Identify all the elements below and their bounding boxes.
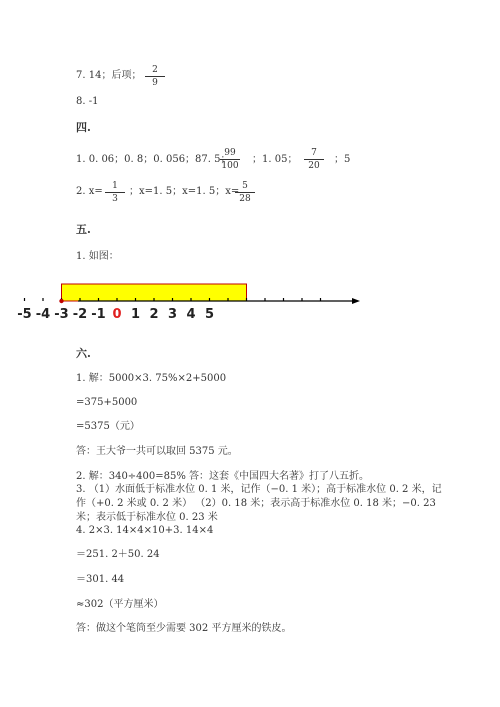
number-line-label: 4: [186, 307, 196, 322]
number-line-label: 1: [130, 307, 141, 322]
number-line-label: -3: [54, 307, 69, 322]
section4-answer-1-part-a: 1. 0. 06；0. 8；0. 056；87. 5；: [76, 154, 231, 165]
number-line-arrow: [352, 298, 360, 304]
section6-line-5: 2. 解：340÷400=85% 答：这套《中国四大名著》打了八五折。: [76, 471, 370, 482]
fraction-1-3: 1 3: [103, 181, 127, 204]
section4-answer-2-part-b: ；x=1. 5；x=1. 5；x=: [129, 186, 240, 197]
section6-line-10: ＝251. 2＋50. 24: [76, 549, 160, 560]
number-line-label: 5: [204, 307, 215, 322]
number-line-label: -2: [72, 307, 88, 322]
answer-7: 7. 14；后项；: [76, 70, 142, 81]
section4-answer-2-part-a: 2. x=: [76, 186, 103, 197]
number-line-label: -1: [91, 307, 106, 322]
fraction-5-28: 5 28: [233, 181, 257, 204]
section6-line-12: ≈302（平方厘米）: [76, 599, 164, 610]
section-heading-5: 五.: [76, 223, 91, 236]
number-line-label: 0: [112, 307, 122, 322]
section4-answer-1-part-b: ；1. 05；: [252, 154, 298, 165]
section6-line-4: 答：王大爷一共可以取回 5375 元。: [76, 446, 238, 457]
section6-line-7: 作（+0. 2 米或 0. 2 米） （2）0. 18 米；表示高于标准水位 0. 18 米；−0. 23: [76, 498, 436, 509]
section5-answer-1: 1. 如图：: [76, 251, 119, 262]
section6-line-6: 3. （1）水面低于标准水位 0. 1 米，记作（−0. 1 米）；高于标准水位 0. 2 米，记: [76, 484, 442, 495]
fraction-2-9: 2 9: [143, 65, 167, 88]
number-line-label: -4: [35, 307, 51, 322]
section6-line-8: 米；表示低于标准水位 0. 23 米: [76, 512, 218, 523]
section6-line-3: =5375（元）: [76, 421, 140, 432]
number-line-figure: [17, 278, 370, 326]
number-line-start-point: [59, 299, 63, 303]
answer-8: 8. -1: [76, 96, 99, 107]
section4-answer-1-part-c: ；5: [334, 154, 351, 165]
section6-line-11: ＝301. 44: [76, 574, 125, 585]
fraction-99-100: 99 100: [221, 148, 239, 171]
section6-line-2: =375+5000: [76, 397, 138, 408]
section-heading-6: 六.: [76, 347, 91, 360]
fraction-7-20: 7 20: [302, 148, 326, 171]
section6-line-9: 4. 2×3. 14×4×10+3. 14×4: [76, 525, 214, 536]
section-heading-4: 四.: [76, 121, 91, 134]
section6-line-1: 1. 解：5000×3. 75%×2+5000: [76, 373, 227, 384]
section6-line-13: 答：做这个笔筒至少需要 302 平方厘米的铁皮。: [76, 623, 292, 634]
number-line-label: 3: [167, 307, 178, 322]
number-line-label: -5: [17, 307, 32, 322]
number-line-label: 2: [149, 307, 159, 322]
